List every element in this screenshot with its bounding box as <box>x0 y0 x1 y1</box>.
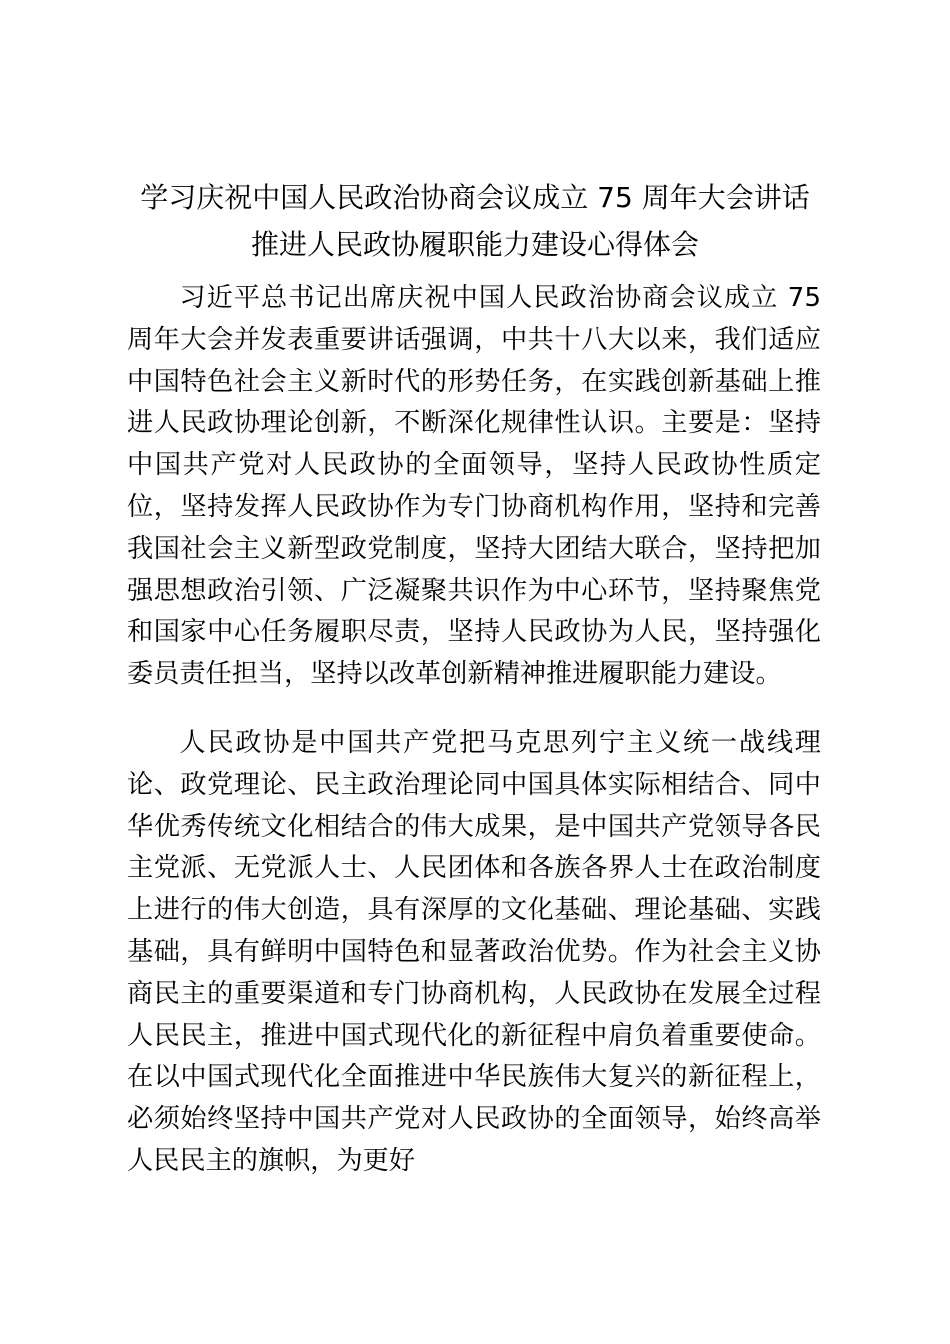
document-title-line-1: 学习庆祝中国人民政治协商会议成立 75 周年大会讲话 <box>140 181 810 214</box>
document-title-line-2: 推进人民政协履职能力建设心得体会 <box>250 228 699 261</box>
body-paragraph: 习近平总书记出席庆祝中国人民政治协商会议成立 75 周年大会并发表重要讲话强调，中共十八大以来，我们适应中国特色社会主义新时代的形势任务，在实践创新基础上推进人民政协理论创新，不断深化规律性认识。主要是：坚持中国共产党对人民政协的全面领导，坚持人民政协性质定位，坚持发挥人民政协作为专门协商机构作用，坚持和完善我国社会主义新型政党制度，坚持大团结大联合，坚持把加强思想政治引领、广泛凝聚共识作为中心环节，坚持聚焦党和国家中心任务履职尽责，坚持人民政协为人民，坚持强化委员责任担当，坚持以改革创新精神推进履职能力建设。 <box>127 283 821 690</box>
body-paragraph: 人民政协是中国共产党把马克思列宁主义统一战线理论、政党理论、民主政治理论同中国具体实际相结合、同中华优秀传统文化相结合的伟大成果，是中国共产党领导各民主党派、无党派人士、人民团体和各族各界人士在政治制度上进行的伟大创造，具有深厚的文化基础、理论基础、实践基础，具有鲜明中国特色和显著政治优势。作为社会主义协商民主的重要渠道和专门协商机构，人民政协在发展全过程人民民主，推进中国式现代化的新征程中肩负着重要使命。在以中国式现代化全面推进中华民族伟大复兴的新征程上，必须始终坚持中国共产党对人民政协的全面领导，始终高举人民民主的旗帜，为更好 <box>127 728 821 1176</box>
